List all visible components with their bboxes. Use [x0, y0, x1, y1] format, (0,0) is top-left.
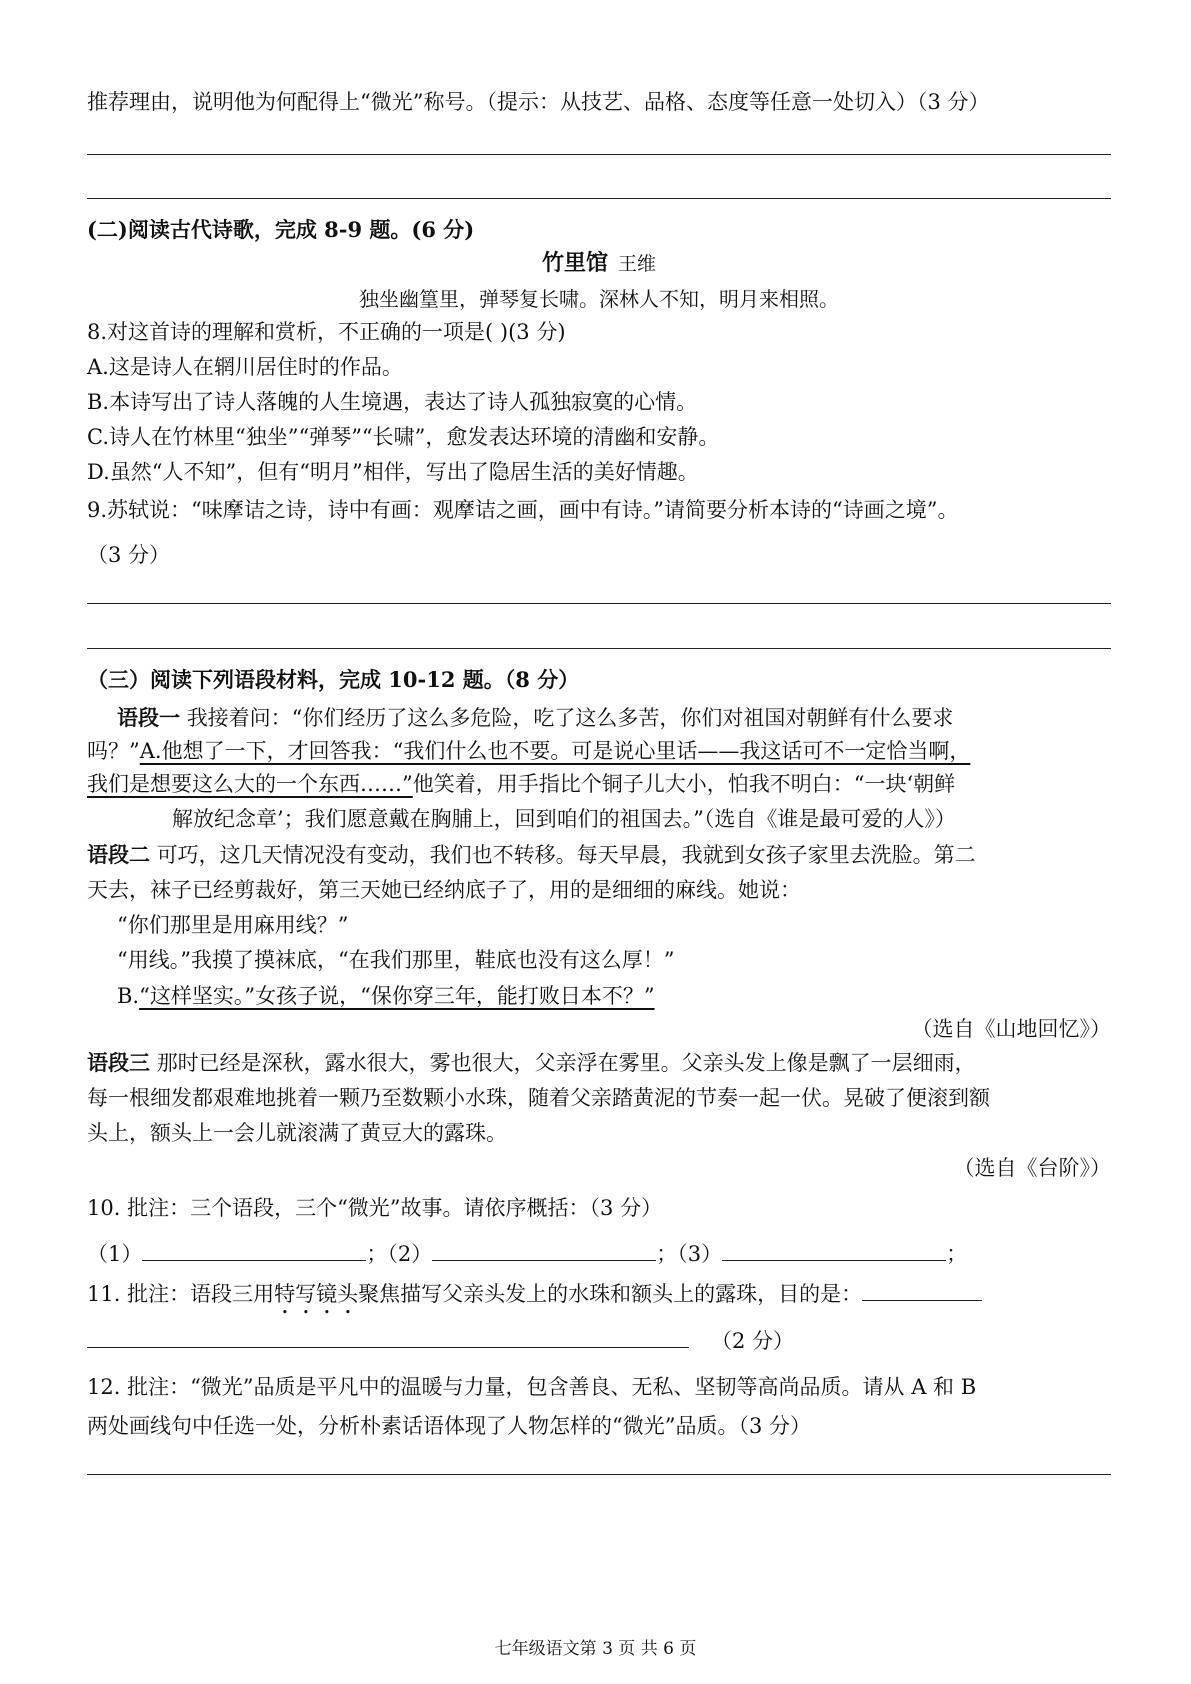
answer-line — [87, 648, 1111, 649]
page-footer: 七年级语文第 3 页 共 6 页 — [494, 1639, 697, 1659]
passage1-line4: 解放纪念章’；我们愿意戴在胸脯上，回到咱们的祖国去。”（选自《谁是最可爱的人》） — [172, 807, 956, 831]
q10-answer-blank-2[interactable] — [432, 1238, 656, 1261]
passage3-source: （选自《台阶》） — [953, 1156, 1111, 1180]
q8-stem: 8.对这首诗的理解和赏析，不正确的一项是( )(3 分) — [87, 320, 566, 344]
poem-text: 独坐幽篁里，弹琴复长啸。深林人不知，明月来相照。 — [359, 287, 839, 311]
passage3-line3: 头上，额头上一会儿就滚满了黄豆大的露珠。 — [87, 1121, 507, 1145]
passage2-label: 语段二 — [87, 842, 150, 867]
passage1-line3: 我们是想要这么大的一个东西……”他笑着，用手指比个铜子儿大小，怕我不明白：“一块‘朝鲜 — [87, 772, 956, 796]
passage2-line3: “你们那里是用麻用线？” — [117, 913, 349, 937]
poem-author: 王维 — [618, 253, 657, 275]
passage1-line2: 吗？”A.他想了一下，才回答我：“我们什么也不要。可是说心里话——我这话可不一定恰当啊， — [87, 739, 971, 763]
q10-stem: 10. 批注：三个语段，三个“微光”故事。请依序概括：（3 分） — [87, 1196, 663, 1220]
q8-option-a: A.这是诗人在辋川居住时的作品。 — [87, 355, 403, 379]
poem-title-line — [87, 249, 1111, 278]
q10-answer-blank-1[interactable] — [142, 1238, 366, 1261]
passage3-line1: 语段三 那时已经是深秋，露水很大，雾也很大，父亲浮在雾里。父亲头发上像是飘了一层细雨， — [87, 1050, 976, 1075]
q11-answer-row: （2 分） — [87, 1325, 1111, 1355]
poem-title: 竹里馆 — [541, 250, 608, 276]
answer-line — [87, 1474, 1111, 1475]
passage1-line1: 语段一 我接着问：“你们经历了这么多危险，吃了这么多苦，你们对祖国对朝鲜有什么要求 — [117, 705, 954, 730]
q11-stem: 11. 批注：语段三用特写镜头聚焦描写父亲头发上的水珠和额头上的露珠，目的是： — [87, 1278, 1111, 1319]
underlined-sentence-a: A.他想了一下，才回答我：“我们什么也不要。可是说心里话——我这话可不一定恰当啊， — [139, 739, 971, 763]
answer-line — [87, 603, 1111, 604]
q7-text: 推荐理由，说明他为何配得上“微光”称号。（提示：从技艺、品格、态度等任意一处切入）（3 分） — [87, 90, 990, 114]
passage2-line5: B.“这样坚实。”女孩子说，“保你穿三年，能打败日本不？” — [117, 984, 655, 1008]
underlined-sentence-b: “这样坚实。”女孩子说，“保你穿三年，能打败日本不？” — [139, 984, 655, 1008]
q11-answer-blank-cont[interactable] — [87, 1325, 689, 1348]
q8-option-c: C.诗人在竹林里“独坐”“弹琴”“长啸”，愈发表达环境的清幽和安静。 — [87, 425, 720, 449]
passage2-line4: “用线。”我摸了摸袜底，“在我们那里，鞋底也没有这么厚！” — [117, 948, 675, 972]
passage2-line1: 语段二 可巧，这几天情况没有变动，我们也不转移。每天早晨，我就到女孩子家里去洗脸。第二 — [87, 842, 976, 867]
q10-answer-blank-3[interactable] — [722, 1238, 946, 1261]
answer-line — [87, 198, 1111, 199]
passage2-line2: 天去，袜子已经剪裁好，第三天她已经纳底子了，用的是细细的麻线。她说： — [87, 878, 801, 902]
passage2-source: （选自《山地回忆》） — [911, 1017, 1111, 1041]
q8-option-b: B.本诗写出了诗人落魄的人生境遇，表达了诗人孤独寂寞的心情。 — [87, 390, 698, 414]
q12-line2: 两处画线句中任选一处，分析朴素话语体现了人物怎样的“微光”品质。（3 分） — [87, 1414, 812, 1438]
section3-heading: （三）阅读下列语段材料，完成 10-12 题。（8 分） — [87, 667, 580, 692]
q12-line1: 12. 批注：“微光”品质是平凡中的温暖与力量，包含善良、无私、坚韧等高尚品质。请从 A 和 B — [87, 1375, 977, 1399]
answer-line — [87, 154, 1111, 155]
emphasis-dotted-text: 特写镜头 — [274, 1282, 359, 1306]
passage3-label: 语段三 — [87, 1050, 150, 1075]
underlined-sentence-a-cont: 我们是想要这么大的一个东西……” — [87, 772, 413, 796]
q9-score: （3 分） — [87, 543, 171, 567]
q10-blanks: （1） ；（2） ；（3） ； — [87, 1238, 1111, 1268]
passage1-label: 语段一 — [117, 705, 180, 730]
q8-option-d: D.虽然“人不知”，但有“明月”相伴，写出了隐居生活的美好情趣。 — [87, 460, 699, 484]
passage3-line2: 每一根细发都艰难地挑着一颗乃至数颗小水珠，随着父亲踏黄泥的节奏一起一伏。晃破了便滚到额 — [87, 1086, 990, 1110]
q9-stem: 9.苏轼说：“味摩诘之诗，诗中有画：观摩诘之画，画中有诗。”请简要分析本诗的“诗画之境”。 — [87, 498, 959, 522]
section2-heading: (二)阅读古代诗歌，完成 8-9 题。(6 分) — [87, 217, 475, 242]
q11-answer-blank[interactable] — [862, 1278, 982, 1301]
